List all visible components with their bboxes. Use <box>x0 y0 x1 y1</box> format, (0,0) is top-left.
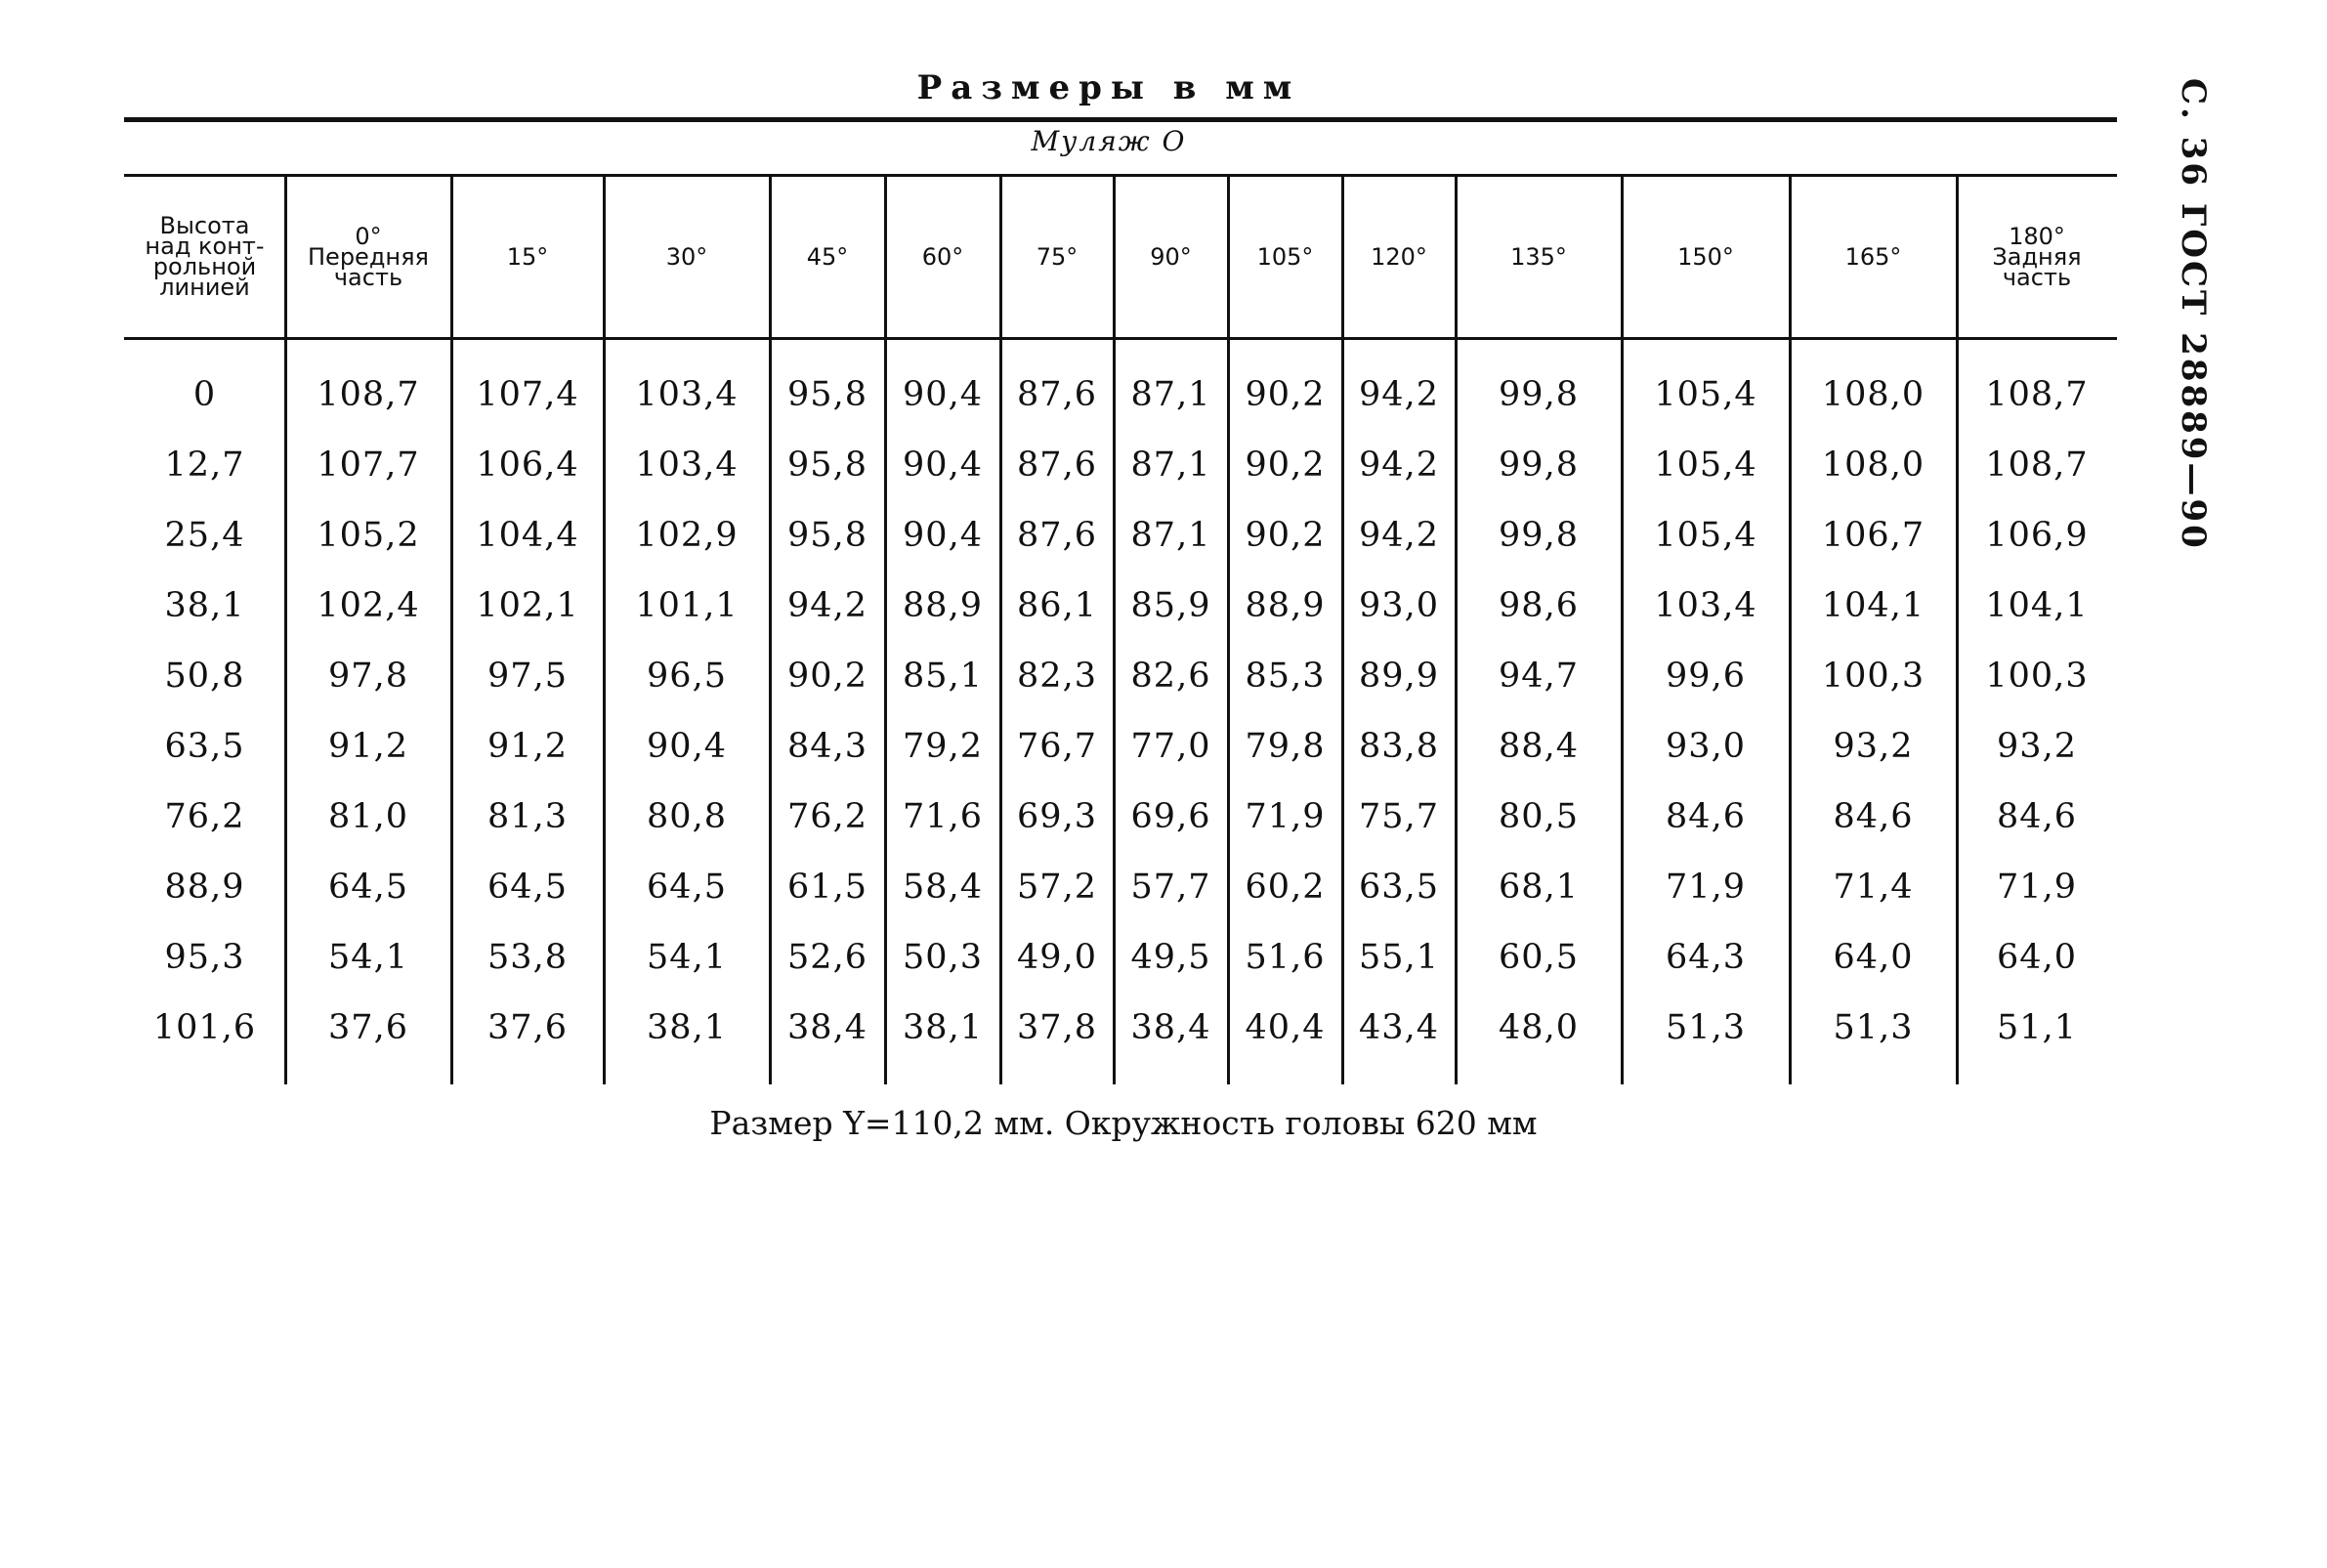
table-cell: 88,4 <box>1499 727 1579 766</box>
table-cell: 107,4 <box>476 375 579 414</box>
table-cell: 90,4 <box>903 375 983 414</box>
table-cell: 71,9 <box>1997 868 2077 907</box>
table-cell: 85,9 <box>1130 586 1211 625</box>
table-cell: 38,1 <box>647 1008 727 1047</box>
table-cell: 100,3 <box>1821 657 1925 696</box>
table-cell: 108,7 <box>317 375 420 414</box>
table-cell: 88,9 <box>1245 586 1326 625</box>
column-header <box>1228 178 1342 336</box>
column-header <box>1000 178 1114 336</box>
column-header <box>451 178 604 336</box>
column-header-label: Высота над конт- рольной линией <box>145 212 265 301</box>
table-cell: 97,5 <box>487 657 568 696</box>
table-cell: 77,0 <box>1130 727 1211 766</box>
table-cell: 63,5 <box>1359 868 1439 907</box>
table-cell: 81,3 <box>487 797 568 836</box>
table-cell: 93,2 <box>1997 727 2077 766</box>
table-cell: 68,1 <box>1499 868 1579 907</box>
table-cell: 43,4 <box>1359 1008 1439 1047</box>
row-height-cell: 50,8 <box>164 657 245 696</box>
table-cell: 90,4 <box>903 516 983 555</box>
table-cell: 84,3 <box>787 727 867 766</box>
table-cell: 80,5 <box>1499 797 1579 836</box>
table-cell: 88,9 <box>903 586 983 625</box>
table-cell: 52,6 <box>787 938 867 977</box>
column-header-label: 120° <box>1371 242 1427 271</box>
table-cell: 54,1 <box>647 938 727 977</box>
table-cell: 97,8 <box>328 657 408 696</box>
table-cell: 51,3 <box>1666 1008 1746 1047</box>
column-header <box>885 178 1000 336</box>
table-cell: 90,2 <box>1245 445 1326 485</box>
row-height-cell: 25,4 <box>164 516 245 555</box>
column-header-label: 0° Передняя часть <box>308 222 429 291</box>
column-header-label: 15° <box>506 242 549 271</box>
column-header <box>770 178 885 336</box>
page-title: Размеры в мм <box>916 68 1301 107</box>
table-cell: 94,2 <box>787 586 867 625</box>
table-cell: 79,8 <box>1245 727 1326 766</box>
table-cell: 90,2 <box>787 657 867 696</box>
table-cell: 105,2 <box>317 516 420 555</box>
table-cell: 94,7 <box>1499 657 1579 696</box>
table-cell: 108,0 <box>1821 445 1925 485</box>
table-cell: 71,9 <box>1666 868 1746 907</box>
table-cell: 86,1 <box>1017 586 1097 625</box>
header-rule <box>124 337 2117 340</box>
table-cell: 57,7 <box>1130 868 1211 907</box>
table-cell: 89,9 <box>1359 657 1439 696</box>
table-cell: 64,5 <box>647 868 727 907</box>
table-cell: 101,1 <box>635 586 739 625</box>
table-cell: 96,5 <box>647 657 727 696</box>
table-cell: 105,4 <box>1654 445 1757 485</box>
table-cell: 90,2 <box>1245 375 1326 414</box>
column-header <box>1790 178 1957 336</box>
column-header-label: 105° <box>1256 242 1314 271</box>
column-header <box>1622 178 1790 336</box>
table-cell: 93,0 <box>1359 586 1439 625</box>
table-cell: 102,4 <box>317 586 420 625</box>
column-header <box>1342 178 1456 336</box>
table-cell: 84,6 <box>1997 797 2077 836</box>
table-cell: 98,6 <box>1499 586 1579 625</box>
table-cell: 76,2 <box>787 797 867 836</box>
table-cell: 49,5 <box>1130 938 1211 977</box>
table-cell: 99,8 <box>1499 516 1579 555</box>
table-cell: 108,7 <box>1985 375 2089 414</box>
table-cell: 37,6 <box>487 1008 568 1047</box>
table-cell: 49,0 <box>1017 938 1097 977</box>
table-cell: 69,6 <box>1130 797 1211 836</box>
table-cell: 99,6 <box>1666 657 1746 696</box>
table-cell: 107,7 <box>317 445 420 485</box>
table-subtitle: Муляж О <box>1031 125 1187 157</box>
column-header-label: 180° Задняя часть <box>1992 222 2082 291</box>
column-header-label: 30° <box>665 242 708 271</box>
table-cell: 64,0 <box>1997 938 2077 977</box>
table-cell: 99,8 <box>1499 445 1579 485</box>
table-cell: 51,3 <box>1833 1008 1914 1047</box>
table-cell: 94,2 <box>1359 445 1439 485</box>
table-cell: 87,1 <box>1130 445 1211 485</box>
table-cell: 91,2 <box>487 727 568 766</box>
table-cell: 94,2 <box>1359 516 1439 555</box>
table-cell: 84,6 <box>1833 797 1914 836</box>
row-height-cell: 76,2 <box>164 797 245 836</box>
table-cell: 50,3 <box>903 938 983 977</box>
row-height-cell: 38,1 <box>164 586 245 625</box>
column-header-label: 165° <box>1844 242 1902 271</box>
subtitle-rule <box>124 174 2117 177</box>
table-cell: 85,1 <box>903 657 983 696</box>
table-cell: 76,7 <box>1017 727 1097 766</box>
table-cell: 53,8 <box>487 938 568 977</box>
table-cell: 37,8 <box>1017 1008 1097 1047</box>
table-cell: 90,4 <box>647 727 727 766</box>
table-cell: 93,2 <box>1833 727 1914 766</box>
table-cell: 87,1 <box>1130 375 1211 414</box>
table-cell: 64,0 <box>1833 938 1914 977</box>
table-cell: 38,1 <box>903 1008 983 1047</box>
column-header <box>1957 178 2117 336</box>
table-cell: 79,2 <box>903 727 983 766</box>
table-cell: 108,7 <box>1985 445 2089 485</box>
row-height-cell: 63,5 <box>164 727 245 766</box>
table-cell: 61,5 <box>787 868 867 907</box>
table-cell: 71,6 <box>903 797 983 836</box>
table-cell: 103,4 <box>1654 586 1757 625</box>
column-header-label: 90° <box>1150 242 1192 271</box>
table-cell: 38,4 <box>1130 1008 1211 1047</box>
column-header-label: 75° <box>1036 242 1079 271</box>
footnote: Размер Y=110,2 мм. Окружность головы 620 мм <box>709 1104 1538 1142</box>
table-cell: 100,3 <box>1985 657 2089 696</box>
table-cell: 102,1 <box>476 586 579 625</box>
table-cell: 85,3 <box>1245 657 1326 696</box>
table-cell: 94,2 <box>1359 375 1439 414</box>
table-cell: 37,6 <box>328 1008 408 1047</box>
table-cell: 95,8 <box>787 445 867 485</box>
table-cell: 104,4 <box>476 516 579 555</box>
column-header-label: 60° <box>921 242 964 271</box>
column-header <box>1114 178 1228 336</box>
column-header <box>124 178 285 336</box>
table-cell: 103,4 <box>635 445 739 485</box>
table-cell: 81,0 <box>328 797 408 836</box>
table-cell: 40,4 <box>1245 1008 1326 1047</box>
table-cell: 75,7 <box>1359 797 1439 836</box>
table-cell: 51,6 <box>1245 938 1326 977</box>
table-cell: 106,7 <box>1821 516 1925 555</box>
table-cell: 82,6 <box>1130 657 1211 696</box>
table-cell: 87,6 <box>1017 375 1097 414</box>
column-header-label: 150° <box>1677 242 1734 271</box>
table-cell: 83,8 <box>1359 727 1439 766</box>
row-height-cell: 101,6 <box>152 1008 257 1047</box>
table-cell: 64,5 <box>328 868 408 907</box>
table-cell: 105,4 <box>1654 516 1757 555</box>
table-cell: 90,2 <box>1245 516 1326 555</box>
table-cell: 95,8 <box>787 375 867 414</box>
table-cell: 55,1 <box>1359 938 1439 977</box>
table-cell: 102,9 <box>635 516 739 555</box>
table-cell: 106,9 <box>1985 516 2089 555</box>
table-cell: 87,6 <box>1017 516 1097 555</box>
table-cell: 106,4 <box>476 445 579 485</box>
table-cell: 64,3 <box>1666 938 1746 977</box>
table-cell: 95,8 <box>787 516 867 555</box>
table-cell: 51,1 <box>1997 1008 2077 1047</box>
table-cell: 84,6 <box>1666 797 1746 836</box>
table-cell: 103,4 <box>635 375 739 414</box>
table-cell: 105,4 <box>1654 375 1757 414</box>
table-cell: 38,4 <box>787 1008 867 1047</box>
table-cell: 64,5 <box>487 868 568 907</box>
top-rule <box>124 117 2117 122</box>
table-cell: 93,0 <box>1666 727 1746 766</box>
table-cell: 69,3 <box>1017 797 1097 836</box>
table-cell: 71,9 <box>1245 797 1326 836</box>
table-cell: 87,1 <box>1130 516 1211 555</box>
column-header-label: 45° <box>806 242 849 271</box>
table-cell: 108,0 <box>1821 375 1925 414</box>
row-height-cell: 0 <box>192 375 217 414</box>
column-header <box>604 178 770 336</box>
table-cell: 80,8 <box>647 797 727 836</box>
row-height-cell: 12,7 <box>164 445 245 485</box>
table-cell: 71,4 <box>1833 868 1914 907</box>
table-cell: 104,1 <box>1985 586 2089 625</box>
table-cell: 54,1 <box>328 938 408 977</box>
table-cell: 99,8 <box>1499 375 1579 414</box>
table-cell: 60,2 <box>1245 868 1326 907</box>
column-header <box>1456 178 1622 336</box>
row-height-cell: 88,9 <box>164 868 245 907</box>
table-cell: 87,6 <box>1017 445 1097 485</box>
table-cell: 58,4 <box>903 868 983 907</box>
table-cell: 104,1 <box>1821 586 1925 625</box>
table-cell: 60,5 <box>1499 938 1579 977</box>
table-cell: 91,2 <box>328 727 408 766</box>
table-cell: 90,4 <box>903 445 983 485</box>
table-cell: 57,2 <box>1017 868 1097 907</box>
column-header <box>285 178 451 336</box>
table-cell: 82,3 <box>1017 657 1097 696</box>
table-cell: 48,0 <box>1499 1008 1579 1047</box>
side-standard-label: С. 36 ГОСТ 28889—90 <box>2174 78 2213 551</box>
row-height-cell: 95,3 <box>164 938 245 977</box>
column-header-label: 135° <box>1510 242 1567 271</box>
